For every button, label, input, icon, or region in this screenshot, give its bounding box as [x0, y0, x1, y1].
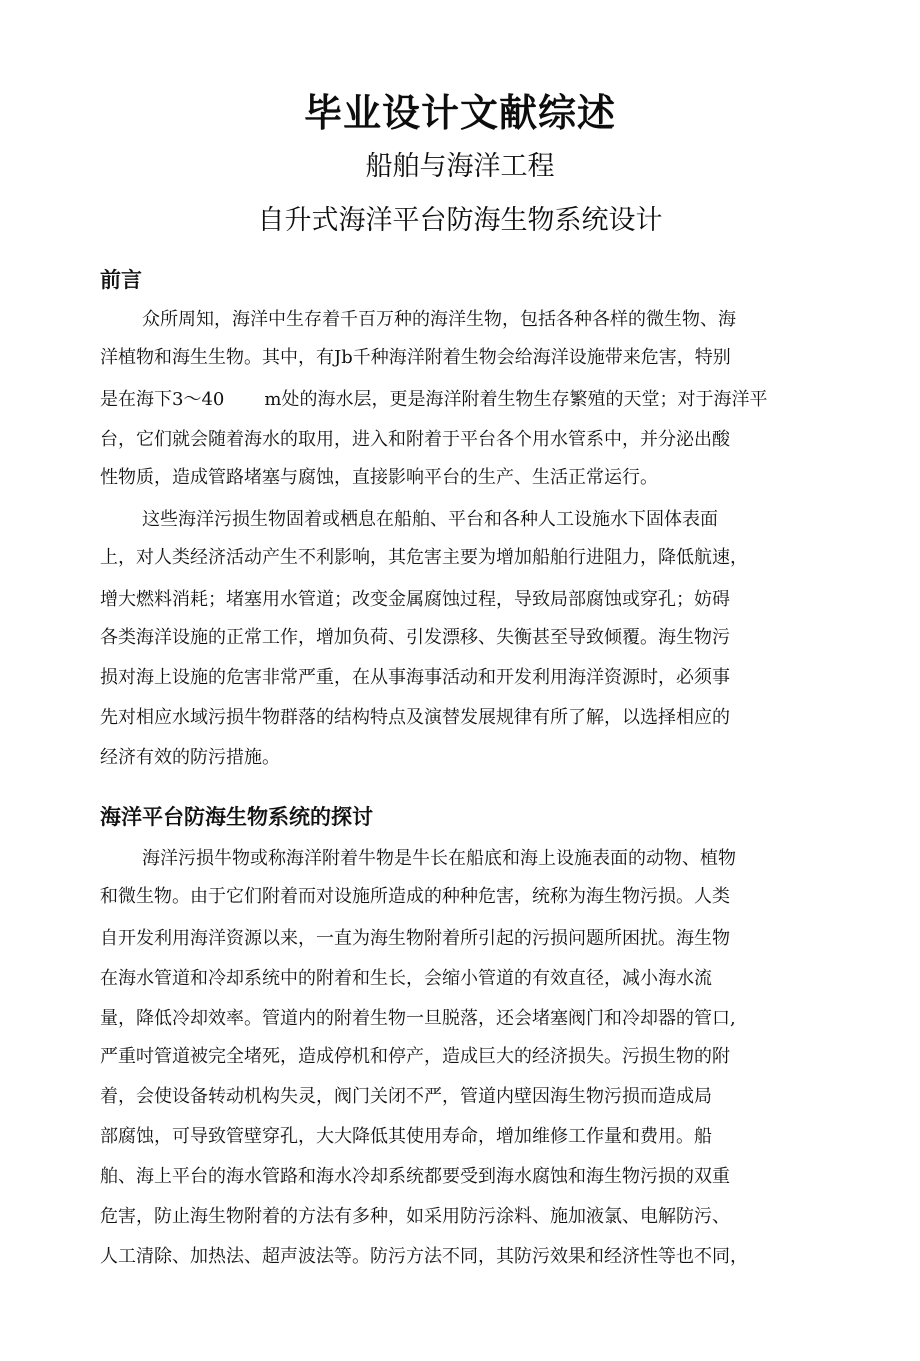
section-heading-preface: 前言 [100, 268, 142, 292]
text-line: 在海水管道和冷却系统中的附着和生长，会缩小管道的有效直径，减小海水流 [100, 968, 712, 989]
text-line: 洋植物和海生生物。其中，有Jb千种海洋附着生物会给海洋设施带来危害，特别 [100, 347, 731, 368]
text-line: 上，对人类经济活动产生不利影响，其危害主要为增加船舶行进阻力，降低航速， [100, 547, 748, 568]
text-line: 舶、海上平台的海水管路和海水冷却系统都要受到海水腐蚀和海生物污损的双重 [100, 1166, 730, 1187]
text-line: 台，它们就会随着海水的取用，进入和附着于平台各个用水管系中，并分泌出酸 [100, 429, 730, 450]
text-line: 损对海上设施的危害非常严重，在从事海事活动和开发利用海洋资源时，必须事 [100, 667, 730, 688]
text-line: 各类海洋设施的正常工作，增加负荷、引发漂移、失衡甚至导致倾覆。海生物污 [100, 627, 730, 648]
text-line: 人工清除、加热法、超声波法等。防污方法不同，其防污效果和经济性等也不同， [100, 1246, 748, 1267]
document-title: 毕业设计文献综述 [303, 91, 616, 135]
text-line: 和微生物。由于它们附着而对设施所造成的种种危害，统称为海生物污损。人类 [100, 886, 730, 907]
text-line: 众所周知，海洋中生存着千百万种的海洋生物，包括各种各样的微生物、海 [142, 309, 736, 330]
major-title: 船舶与海洋工程 [365, 151, 555, 182]
text-line: 海洋污损牛物或称海洋附着牛物是牛长在船底和海上设施表面的动物、植物 [142, 848, 736, 869]
text-line: 性物质，造成管路堵塞与腐蚀，直接影响平台的生产、生活正常运行。 [100, 467, 658, 488]
text-line: 严重吋管道被完全堵死，造成停机和停产，造成巨大的经济损失。污损生物的附 [100, 1046, 730, 1067]
text-line: 先对相应水域污损牛物群落的结构特点及演替发展规律有所了解，以选择相应的 [100, 707, 730, 728]
topic-title: 自升式海洋平台防海生物系统设计 [257, 205, 663, 236]
text-line: 量，降低冷却效率。管道内的附着生物一旦脱落，还会堵塞阀门和冷却器的管口, [100, 1008, 736, 1029]
text-line: 部腐蚀，可导致管壁穿孔，大大降低其使用寿命，增加维修工作量和费用。船 [100, 1126, 712, 1147]
text-line: 经济有效的防污措施。 [100, 747, 280, 768]
text-line: 增大燃料消耗；堵塞用水管道；改变金属腐蚀过程，导致局部腐蚀或穿孔；妨碍 [100, 589, 730, 610]
text-line: 自开发利用海洋资源以来，一直为海生物附着所引起的污损问题所困扰。海生物 [100, 928, 730, 949]
text-line: 是在海下3～40 m处的海水层，更是海洋附着生物生存繁殖的天堂；对于海洋平 [100, 389, 768, 410]
text-line: 危害，防止海生物附着的方法有多种，如采用防污涂料、施加液氯、电解防污、 [100, 1206, 730, 1227]
text-line: 这些海洋污损生物固着或栖息在船舶、平台和各种人工设施水下固体表面 [142, 509, 718, 530]
text-line: 着，会使设备转动机构失灵，阀门关闭不严，管道内壁因海生物污损而造成局 [100, 1086, 712, 1107]
section-heading-discussion: 海洋平台防海生物系统的探讨 [100, 805, 373, 829]
